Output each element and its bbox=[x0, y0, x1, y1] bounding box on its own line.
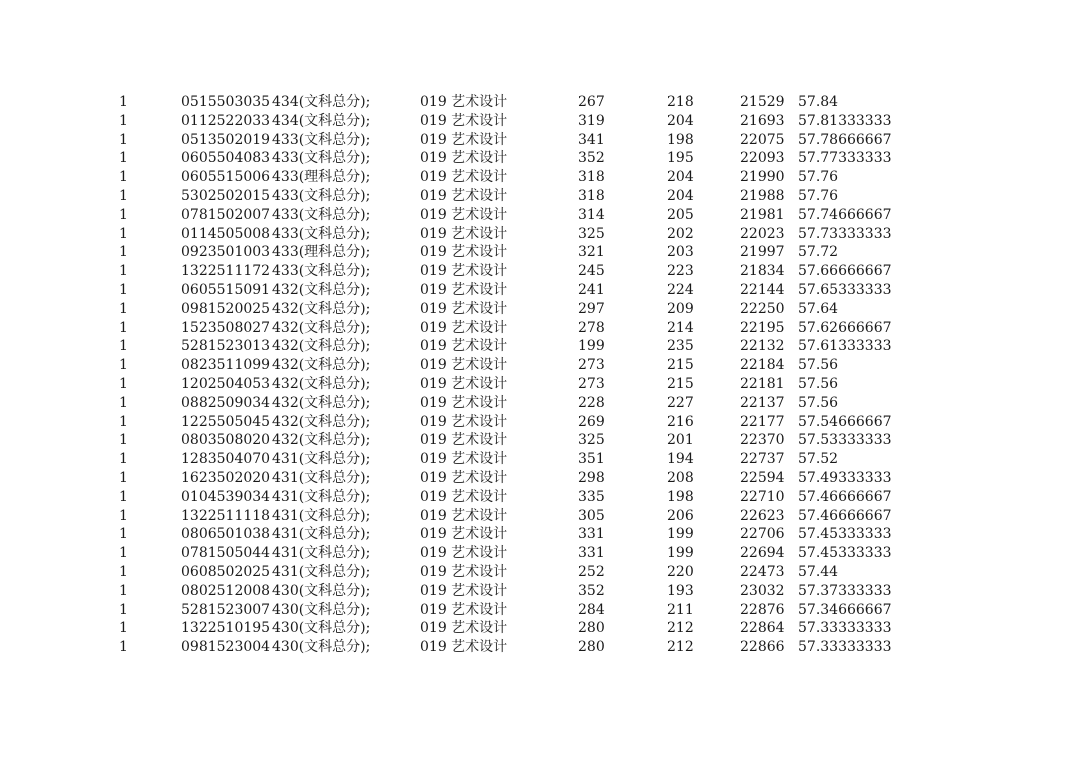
score-2-cell: 227 bbox=[667, 394, 694, 411]
candidate-id-cell: 0605515006 bbox=[181, 169, 271, 186]
candidate-id-cell: 1623502020 bbox=[181, 469, 271, 486]
total-score-cell: 432(文科总分); bbox=[272, 394, 371, 411]
row-flag-cell: 1 bbox=[119, 469, 128, 486]
table-row bbox=[0, 375, 1080, 394]
rank-cell: 21693 bbox=[740, 112, 785, 129]
composite-score-cell: 57.64 bbox=[798, 300, 839, 317]
total-score-cell: 432(文科总分); bbox=[272, 357, 371, 374]
score-1-cell: 325 bbox=[578, 225, 605, 242]
candidate-id-cell: 0515503035 bbox=[181, 94, 271, 110]
row-flag-cell: 1 bbox=[119, 319, 128, 336]
score-1-cell: 267 bbox=[578, 94, 605, 110]
score-2-cell: 204 bbox=[667, 112, 694, 129]
table-row bbox=[0, 394, 1080, 413]
rank-cell: 22195 bbox=[740, 319, 785, 336]
composite-score-cell: 57.33333333 bbox=[798, 620, 892, 637]
major-cell: 019 艺术设计 bbox=[420, 225, 508, 242]
candidate-id-cell: 0781502007 bbox=[181, 206, 271, 223]
score-2-cell: 216 bbox=[667, 413, 694, 430]
score-1-cell: 351 bbox=[578, 451, 605, 468]
rank-cell: 22694 bbox=[740, 545, 785, 562]
total-score-cell: 433(文科总分); bbox=[272, 206, 371, 223]
score-2-cell: 204 bbox=[667, 187, 694, 204]
total-score-cell: 431(文科总分); bbox=[272, 488, 371, 505]
score-1-cell: 321 bbox=[578, 244, 605, 261]
rank-cell: 22370 bbox=[740, 432, 785, 449]
major-cell: 019 艺术设计 bbox=[420, 507, 508, 524]
rank-cell: 22473 bbox=[740, 563, 785, 580]
major-cell: 019 艺术设计 bbox=[420, 375, 508, 392]
row-flag-cell: 1 bbox=[119, 187, 128, 204]
rank-cell: 22181 bbox=[740, 375, 785, 392]
row-flag-cell: 1 bbox=[119, 432, 128, 449]
table-row bbox=[0, 619, 1080, 638]
score-1-cell: 273 bbox=[578, 357, 605, 374]
candidate-id-cell: 1322511172 bbox=[181, 263, 271, 280]
row-flag-cell: 1 bbox=[119, 545, 128, 562]
total-score-cell: 432(文科总分); bbox=[272, 413, 371, 430]
table-row bbox=[0, 112, 1080, 131]
composite-score-cell: 57.49333333 bbox=[798, 469, 892, 486]
row-flag-cell: 1 bbox=[119, 488, 128, 505]
candidate-id-cell: 0981520025 bbox=[181, 300, 271, 317]
major-cell: 019 艺术设计 bbox=[420, 187, 508, 204]
composite-score-cell: 57.73333333 bbox=[798, 225, 892, 242]
row-flag-cell: 1 bbox=[119, 526, 128, 543]
row-flag-cell: 1 bbox=[119, 169, 128, 186]
score-2-cell: 212 bbox=[667, 620, 694, 637]
table-row bbox=[0, 206, 1080, 225]
major-cell: 019 艺术设计 bbox=[420, 150, 508, 167]
major-cell: 019 艺术设计 bbox=[420, 582, 508, 599]
rank-cell: 22132 bbox=[740, 338, 785, 355]
total-score-cell: 431(文科总分); bbox=[272, 469, 371, 486]
rank-cell: 21990 bbox=[740, 169, 785, 186]
candidate-id-cell: 1225505045 bbox=[181, 413, 271, 430]
composite-score-cell: 57.56 bbox=[798, 394, 839, 411]
score-2-cell: 195 bbox=[667, 150, 694, 167]
table-row bbox=[0, 93, 1080, 112]
table-row bbox=[0, 187, 1080, 206]
rank-cell: 22250 bbox=[740, 300, 785, 317]
score-1-cell: 318 bbox=[578, 187, 605, 204]
score-2-cell: 223 bbox=[667, 263, 694, 280]
table-row bbox=[0, 469, 1080, 488]
score-1-cell: 325 bbox=[578, 432, 605, 449]
composite-score-cell: 57.77333333 bbox=[798, 150, 892, 167]
composite-score-cell: 57.74666667 bbox=[798, 206, 892, 223]
row-flag-cell: 1 bbox=[119, 357, 128, 374]
major-cell: 019 艺术设计 bbox=[420, 112, 508, 129]
composite-score-cell: 57.66666667 bbox=[798, 263, 892, 280]
score-2-cell: 203 bbox=[667, 244, 694, 261]
table-row bbox=[0, 337, 1080, 356]
composite-score-cell: 57.76 bbox=[798, 169, 839, 186]
row-flag-cell: 1 bbox=[119, 413, 128, 430]
composite-score-cell: 57.52 bbox=[798, 451, 839, 468]
composite-score-cell: 57.78666667 bbox=[798, 131, 892, 148]
score-2-cell: 199 bbox=[667, 526, 694, 543]
score-2-cell: 224 bbox=[667, 281, 694, 298]
total-score-cell: 430(文科总分); bbox=[272, 601, 371, 618]
candidate-id-cell: 1202504053 bbox=[181, 375, 271, 392]
score-1-cell: 269 bbox=[578, 413, 605, 430]
table-row bbox=[0, 281, 1080, 300]
score-1-cell: 298 bbox=[578, 469, 605, 486]
composite-score-cell: 57.54666667 bbox=[798, 413, 892, 430]
table-row bbox=[0, 319, 1080, 338]
score-2-cell: 194 bbox=[667, 451, 694, 468]
major-cell: 019 艺术设计 bbox=[420, 263, 508, 280]
major-cell: 019 艺术设计 bbox=[420, 394, 508, 411]
candidate-id-cell: 0803508020 bbox=[181, 432, 271, 449]
candidate-id-cell: 0781505044 bbox=[181, 545, 271, 562]
composite-score-cell: 57.45333333 bbox=[798, 526, 892, 543]
score-1-cell: 280 bbox=[578, 639, 605, 656]
candidate-id-cell: 0605504083 bbox=[181, 150, 271, 167]
table-row bbox=[0, 488, 1080, 507]
composite-score-cell: 57.46666667 bbox=[798, 507, 892, 524]
score-2-cell: 215 bbox=[667, 357, 694, 374]
score-2-cell: 201 bbox=[667, 432, 694, 449]
major-cell: 019 艺术设计 bbox=[420, 244, 508, 261]
score-1-cell: 319 bbox=[578, 112, 605, 129]
major-cell: 019 艺术设计 bbox=[420, 563, 508, 580]
row-flag-cell: 1 bbox=[119, 451, 128, 468]
total-score-cell: 431(文科总分); bbox=[272, 563, 371, 580]
candidate-id-cell: 0104539034 bbox=[181, 488, 271, 505]
score-1-cell: 199 bbox=[578, 338, 605, 355]
score-1-cell: 352 bbox=[578, 582, 605, 599]
candidate-id-cell: 0823511099 bbox=[181, 357, 271, 374]
row-flag-cell: 1 bbox=[119, 263, 128, 280]
candidate-id-cell: 5281523013 bbox=[181, 338, 271, 355]
table-row bbox=[0, 262, 1080, 281]
total-score-cell: 432(文科总分); bbox=[272, 281, 371, 298]
row-flag-cell: 1 bbox=[119, 281, 128, 298]
composite-score-cell: 57.45333333 bbox=[798, 545, 892, 562]
score-2-cell: 212 bbox=[667, 639, 694, 656]
score-1-cell: 278 bbox=[578, 319, 605, 336]
score-2-cell: 205 bbox=[667, 206, 694, 223]
major-cell: 019 艺术设计 bbox=[420, 526, 508, 543]
table-row bbox=[0, 582, 1080, 601]
score-2-cell: 198 bbox=[667, 131, 694, 148]
major-cell: 019 艺术设计 bbox=[420, 281, 508, 298]
table-row bbox=[0, 225, 1080, 244]
table-row bbox=[0, 131, 1080, 150]
score-1-cell: 284 bbox=[578, 601, 605, 618]
major-cell: 019 艺术设计 bbox=[420, 206, 508, 223]
table-row bbox=[0, 638, 1080, 657]
composite-score-cell: 57.76 bbox=[798, 187, 839, 204]
composite-score-cell: 57.56 bbox=[798, 375, 839, 392]
row-flag-cell: 1 bbox=[119, 639, 128, 656]
rank-cell: 22737 bbox=[740, 451, 785, 468]
table-row bbox=[0, 563, 1080, 582]
table-row bbox=[0, 168, 1080, 187]
score-2-cell: 235 bbox=[667, 338, 694, 355]
major-cell: 019 艺术设计 bbox=[420, 319, 508, 336]
total-score-cell: 433(理科总分); bbox=[272, 244, 371, 261]
score-2-cell: 208 bbox=[667, 469, 694, 486]
row-flag-cell: 1 bbox=[119, 394, 128, 411]
row-flag-cell: 1 bbox=[119, 375, 128, 392]
major-cell: 019 艺术设计 bbox=[420, 94, 508, 110]
total-score-cell: 434(文科总分); bbox=[272, 94, 371, 110]
total-score-cell: 432(文科总分); bbox=[272, 432, 371, 449]
composite-score-cell: 57.37333333 bbox=[798, 582, 892, 599]
rank-cell: 22864 bbox=[740, 620, 785, 637]
major-cell: 019 艺术设计 bbox=[420, 169, 508, 186]
major-cell: 019 艺术设计 bbox=[420, 451, 508, 468]
row-flag-cell: 1 bbox=[119, 620, 128, 637]
table-row bbox=[0, 525, 1080, 544]
rank-cell: 21981 bbox=[740, 206, 785, 223]
row-flag-cell: 1 bbox=[119, 150, 128, 167]
rank-cell: 21834 bbox=[740, 263, 785, 280]
table-row bbox=[0, 507, 1080, 526]
rank-cell: 22594 bbox=[740, 469, 785, 486]
candidate-id-cell: 0923501003 bbox=[181, 244, 271, 261]
score-1-cell: 335 bbox=[578, 488, 605, 505]
score-2-cell: 202 bbox=[667, 225, 694, 242]
total-score-cell: 433(理科总分); bbox=[272, 169, 371, 186]
total-score-cell: 431(文科总分); bbox=[272, 507, 371, 524]
composite-score-cell: 57.34666667 bbox=[798, 601, 892, 618]
rank-cell: 22177 bbox=[740, 413, 785, 430]
candidate-id-cell: 1322510195 bbox=[181, 620, 271, 637]
composite-score-cell: 57.33333333 bbox=[798, 639, 892, 656]
rank-cell: 21988 bbox=[740, 187, 785, 204]
table-row bbox=[0, 149, 1080, 168]
rank-cell: 22866 bbox=[740, 639, 785, 656]
composite-score-cell: 57.62666667 bbox=[798, 319, 892, 336]
rank-cell: 22706 bbox=[740, 526, 785, 543]
rank-cell: 22876 bbox=[740, 601, 785, 618]
score-2-cell: 215 bbox=[667, 375, 694, 392]
major-cell: 019 艺术设计 bbox=[420, 545, 508, 562]
total-score-cell: 434(文科总分); bbox=[272, 112, 371, 129]
total-score-cell: 430(文科总分); bbox=[272, 620, 371, 637]
total-score-cell: 430(文科总分); bbox=[272, 582, 371, 599]
composite-score-cell: 57.65333333 bbox=[798, 281, 892, 298]
rank-cell: 21997 bbox=[740, 244, 785, 261]
total-score-cell: 432(文科总分); bbox=[272, 375, 371, 392]
score-1-cell: 331 bbox=[578, 526, 605, 543]
candidate-id-cell: 5302502015 bbox=[181, 187, 271, 204]
composite-score-cell: 57.84 bbox=[798, 94, 839, 110]
major-cell: 019 艺术设计 bbox=[420, 469, 508, 486]
row-flag-cell: 1 bbox=[119, 206, 128, 223]
total-score-cell: 431(文科总分); bbox=[272, 451, 371, 468]
score-2-cell: 211 bbox=[667, 601, 694, 618]
composite-score-cell: 57.46666667 bbox=[798, 488, 892, 505]
major-cell: 019 艺术设计 bbox=[420, 488, 508, 505]
composite-score-cell: 57.72 bbox=[798, 244, 839, 261]
score-1-cell: 352 bbox=[578, 150, 605, 167]
row-flag-cell: 1 bbox=[119, 563, 128, 580]
row-flag-cell: 1 bbox=[119, 94, 128, 110]
total-score-cell: 432(文科总分); bbox=[272, 319, 371, 336]
score-table bbox=[0, 93, 1080, 657]
table-row bbox=[0, 243, 1080, 262]
candidate-id-cell: 1322511118 bbox=[181, 507, 271, 524]
score-2-cell: 206 bbox=[667, 507, 694, 524]
major-cell: 019 艺术设计 bbox=[420, 338, 508, 355]
score-1-cell: 245 bbox=[578, 263, 605, 280]
composite-score-cell: 57.53333333 bbox=[798, 432, 892, 449]
score-1-cell: 241 bbox=[578, 281, 605, 298]
total-score-cell: 433(文科总分); bbox=[272, 263, 371, 280]
score-2-cell: 214 bbox=[667, 319, 694, 336]
score-1-cell: 331 bbox=[578, 545, 605, 562]
composite-score-cell: 57.61333333 bbox=[798, 338, 892, 355]
score-2-cell: 204 bbox=[667, 169, 694, 186]
major-cell: 019 艺术设计 bbox=[420, 601, 508, 618]
major-cell: 019 艺术设计 bbox=[420, 131, 508, 148]
total-score-cell: 433(文科总分); bbox=[272, 131, 371, 148]
table-row bbox=[0, 356, 1080, 375]
total-score-cell: 432(文科总分); bbox=[272, 300, 371, 317]
rank-cell: 22093 bbox=[740, 150, 785, 167]
total-score-cell: 433(文科总分); bbox=[272, 150, 371, 167]
row-flag-cell: 1 bbox=[119, 225, 128, 242]
candidate-id-cell: 0882509034 bbox=[181, 394, 271, 411]
major-cell: 019 艺术设计 bbox=[420, 639, 508, 656]
table-row bbox=[0, 601, 1080, 620]
table-row bbox=[0, 300, 1080, 319]
total-score-cell: 431(文科总分); bbox=[272, 545, 371, 562]
candidate-id-cell: 0513502019 bbox=[181, 131, 271, 148]
total-score-cell: 433(文科总分); bbox=[272, 187, 371, 204]
rank-cell: 22075 bbox=[740, 131, 785, 148]
rank-cell: 22623 bbox=[740, 507, 785, 524]
candidate-id-cell: 0806501038 bbox=[181, 526, 271, 543]
composite-score-cell: 57.81333333 bbox=[798, 112, 892, 129]
score-2-cell: 199 bbox=[667, 545, 694, 562]
major-cell: 019 艺术设计 bbox=[420, 357, 508, 374]
score-2-cell: 209 bbox=[667, 300, 694, 317]
rank-cell: 22710 bbox=[740, 488, 785, 505]
row-flag-cell: 1 bbox=[119, 601, 128, 618]
major-cell: 019 艺术设计 bbox=[420, 620, 508, 637]
score-1-cell: 305 bbox=[578, 507, 605, 524]
row-flag-cell: 1 bbox=[119, 507, 128, 524]
rank-cell: 21529 bbox=[740, 94, 785, 110]
major-cell: 019 艺术设计 bbox=[420, 413, 508, 430]
rank-cell: 22144 bbox=[740, 281, 785, 298]
score-1-cell: 314 bbox=[578, 206, 605, 223]
candidate-id-cell: 0114505008 bbox=[181, 225, 271, 242]
total-score-cell: 430(文科总分); bbox=[272, 639, 371, 656]
total-score-cell: 431(文科总分); bbox=[272, 526, 371, 543]
table-row bbox=[0, 450, 1080, 469]
score-1-cell: 280 bbox=[578, 620, 605, 637]
row-flag-cell: 1 bbox=[119, 112, 128, 129]
candidate-id-cell: 0112522033 bbox=[181, 112, 271, 129]
candidate-id-cell: 0981523004 bbox=[181, 639, 271, 656]
row-flag-cell: 1 bbox=[119, 131, 128, 148]
total-score-cell: 433(文科总分); bbox=[272, 225, 371, 242]
score-2-cell: 198 bbox=[667, 488, 694, 505]
row-flag-cell: 1 bbox=[119, 300, 128, 317]
major-cell: 019 艺术设计 bbox=[420, 300, 508, 317]
total-score-cell: 432(文科总分); bbox=[272, 338, 371, 355]
score-1-cell: 318 bbox=[578, 169, 605, 186]
score-2-cell: 193 bbox=[667, 582, 694, 599]
row-flag-cell: 1 bbox=[119, 338, 128, 355]
score-1-cell: 297 bbox=[578, 300, 605, 317]
table-row bbox=[0, 431, 1080, 450]
candidate-id-cell: 1283504070 bbox=[181, 451, 271, 468]
score-1-cell: 252 bbox=[578, 563, 605, 580]
candidate-id-cell: 1523508027 bbox=[181, 319, 271, 336]
candidate-id-cell: 0802512008 bbox=[181, 582, 271, 599]
table-row bbox=[0, 413, 1080, 432]
composite-score-cell: 57.44 bbox=[798, 563, 839, 580]
table-row bbox=[0, 544, 1080, 563]
rank-cell: 22137 bbox=[740, 394, 785, 411]
major-cell: 019 艺术设计 bbox=[420, 432, 508, 449]
row-flag-cell: 1 bbox=[119, 582, 128, 599]
row-flag-cell: 1 bbox=[119, 244, 128, 261]
candidate-id-cell: 0608502025 bbox=[181, 563, 271, 580]
rank-cell: 23032 bbox=[740, 582, 785, 599]
composite-score-cell: 57.56 bbox=[798, 357, 839, 374]
score-2-cell: 220 bbox=[667, 563, 694, 580]
candidate-id-cell: 0605515091 bbox=[181, 281, 271, 298]
score-1-cell: 341 bbox=[578, 131, 605, 148]
score-1-cell: 228 bbox=[578, 394, 605, 411]
rank-cell: 22023 bbox=[740, 225, 785, 242]
candidate-id-cell: 5281523007 bbox=[181, 601, 271, 618]
score-2-cell: 218 bbox=[667, 94, 694, 110]
rank-cell: 22184 bbox=[740, 357, 785, 374]
score-1-cell: 273 bbox=[578, 375, 605, 392]
